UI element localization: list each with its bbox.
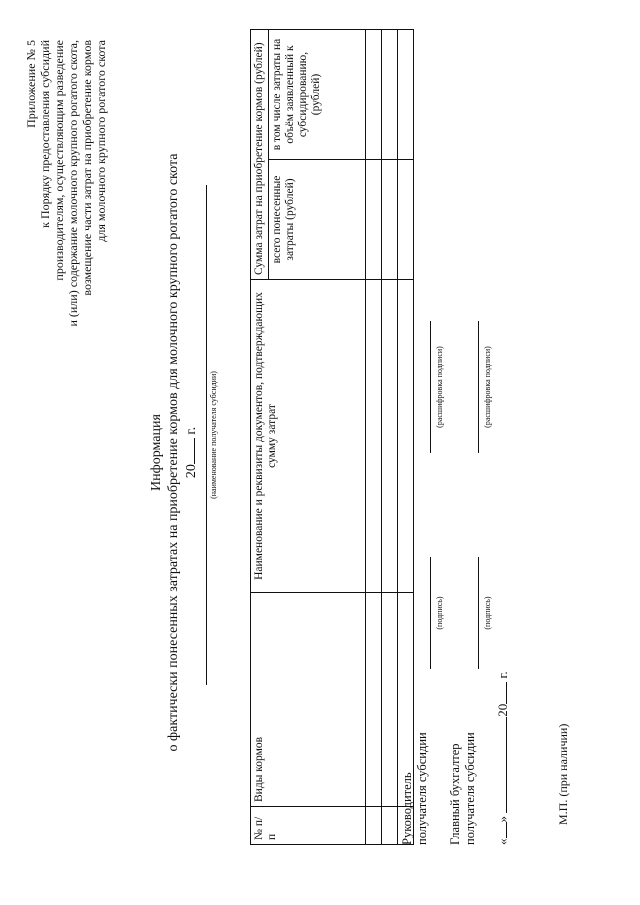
month-blank [494,717,507,813]
header-feed-types: Виды кормов [251,593,366,807]
stamp-label: М.П. (при наличии) [556,723,570,825]
annex-line: производителям, осуществляющим разведение [52,40,66,281]
title-heading: Информация [149,414,164,491]
document-title [148,0,200,905]
year-prefix: 20 [184,464,199,479]
title-subheading: о фактически понесенных затратах на приобретение кормов для молочного крупного рогатого скота [166,153,181,752]
table-cell [382,280,398,593]
annex-line: для молочного крупного рогатого скота [94,40,108,242]
day-blank [494,823,507,839]
table-cell [366,280,382,593]
table-header-row [251,30,269,845]
table-row [382,30,398,845]
header-total: всего понесенные затраты (рублей) [269,160,366,280]
annex-line: Приложение № 5 [24,40,38,128]
accountant-signature-caption: (подпись) [483,596,492,630]
annex-line: возмещение части затрат на приобретение кормов [80,40,94,296]
table-cell [366,30,382,160]
table-cell [398,280,414,593]
recipient-caption: (наименование получателя субсидии) [209,371,218,499]
head-label-line1: Руководитель [400,772,414,845]
annex-header [24,40,108,460]
table-cell [382,593,398,807]
year-blank [494,682,507,704]
accountant-label-line2: получателя субсидии [463,732,477,845]
accountant-label [448,732,478,845]
accountant-decoding-line [478,321,479,453]
table-row [366,30,382,845]
date-open-quote: « [495,838,510,845]
head-signature-line [430,557,431,669]
head-signature-caption: (подпись) [435,596,444,630]
header-claimed: в том числе затраты на объём заявленный к субсидированию, (рублей) [269,30,366,160]
annex-line: и (или) содержание молочного крупного рогатого скота, [66,40,80,327]
accountant-decoding-caption: (расшифровка подписи) [483,346,492,428]
head-label [400,732,430,845]
date-line [494,671,511,845]
head-label-line2: получателя субсидии [415,732,429,845]
table-row [398,30,414,845]
head-decoding-caption: (расшифровка подписи) [435,346,444,428]
table-cell [366,593,382,807]
year-blank [182,438,195,464]
header-num: № п/п [251,807,366,845]
head-decoding-line [430,321,431,453]
accountant-label-line1: Главный бухгалтер [448,743,462,845]
header-documents: Наименование и реквизиты документов, подтверждающих сумму затрат [251,280,366,593]
table-cell [366,160,382,280]
accountant-signature-line [478,557,479,669]
date-close-quote: » [495,816,510,823]
recipient-name-line [206,185,218,685]
table-cell [382,160,398,280]
annex-line: к Порядку предоставления субсидий [38,40,52,228]
year-suffix: г. [184,426,199,435]
date-year-prefix: 20 [495,703,510,717]
table-cell [382,807,398,845]
table-cell [398,160,414,280]
table-cell [398,30,414,160]
costs-table [250,29,414,845]
table-cell [366,807,382,845]
table-cell [382,30,398,160]
date-year-suffix: г. [495,671,510,679]
title-year [182,0,200,905]
header-sum-group: Сумма затрат на приобретение кормов (рублей) [251,30,269,280]
